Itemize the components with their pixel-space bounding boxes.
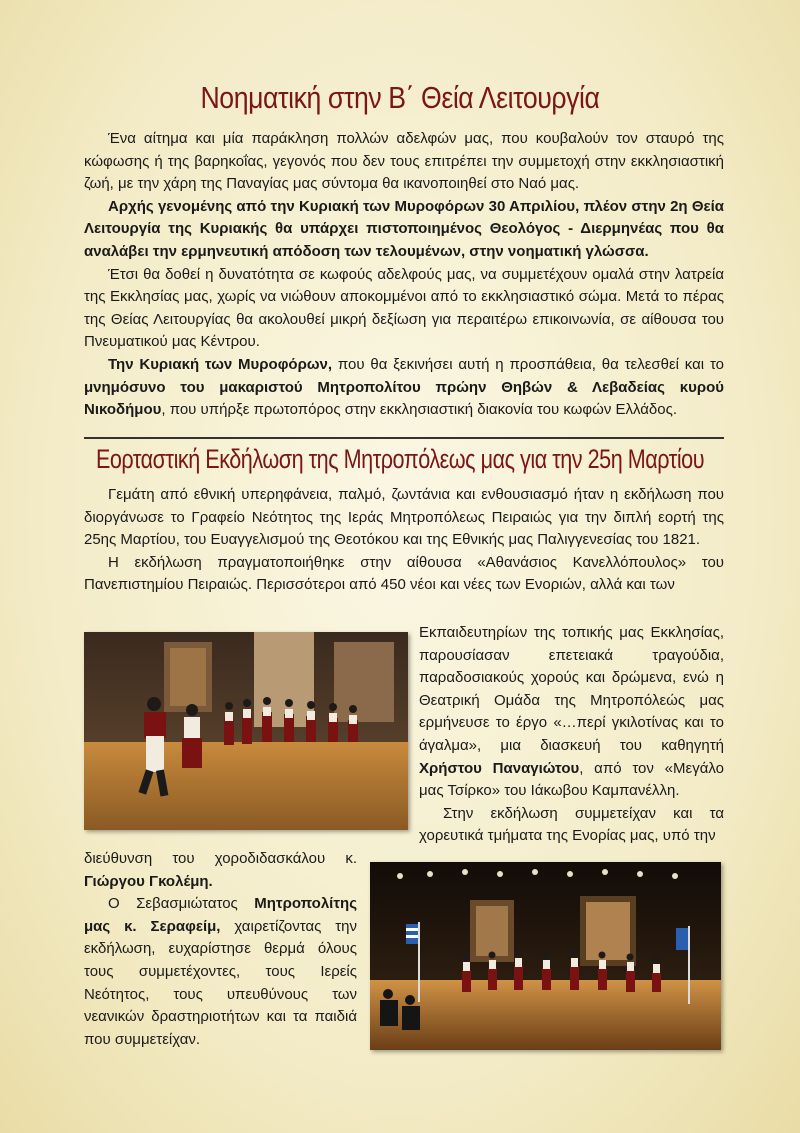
dance-photo-1 xyxy=(84,632,408,830)
section2-title: Εορταστική Εκδήλωση της Μητροπόλεως μας για την 25η Μαρτίου xyxy=(95,444,705,474)
section2-intro xyxy=(84,484,724,597)
section1-bold-memorial: μνημόσυνο του μακαριστού Μητροπολίτου πρώην Θηβών & Λεβαδείας κυρού Νικοδήμου xyxy=(84,378,724,419)
section1-bold-announcement: Αρχής γενομένης από την Κυριακή των Μυροφόρων 30 Απριλίου, πλέον στην 2η Θεία Λειτουργία της Κυριακής θα υπάρχει πιστοποιημένος Θεολόγος - Διερμηνέας που θα αναλάβει την ερμηνευτική απόδοση των τελουμένων, στην νοηματική γλώσσα. xyxy=(84,197,724,260)
section2-text-2c: , από τον «Μεγάλο μας Τσίρκο» του Ιάκωβου Καμπανέλλη. xyxy=(419,759,724,800)
section1-paragraph-1: Ένα αίτημα και μία παράκληση πολλών αδελφών μας, που κουβαλούν τον σταυρό της κώφωσης ή της βαρηκοΐας, γεγονός που δεν τους επιτρέπει την συμμετοχή στην εκκλησιαστική ζωή, με την χάρη της Παναγίας μας σύντομα θα ικανοποιηθεί στο Ναό μας. xyxy=(84,130,724,193)
section1-text-a: που θα ξεκινήσει αυτή η προσπάθεια, θα τελεσθεί και το xyxy=(332,355,724,373)
section1-title: Νοηματική στην Β΄ Θεία Λειτουργία xyxy=(200,80,600,115)
section2-paragraph-3a: Στην εκδήλωση συμμετείχαν και τα χορευτικά τμήματα της Ενορίας μας, υπό την xyxy=(419,804,724,845)
dance-photo-1-image xyxy=(84,632,408,830)
dance-photo-2 xyxy=(370,862,721,1050)
section2-text-2b: Εκπαιδευτηρίων της τοπικής μας Εκκλησίας, παρουσίασαν επετειακά τραγούδια, παραδοσιακούς χορούς και δρώμενα, ενώ η Θεατρική Ομάδα της Μητροπόλεώς μας ερμήνευσε το έργο «…περί γκιλοτίνας και το άγαλμα», μια διασκευή του καθηγητή xyxy=(419,624,724,754)
section2-bold-metropolitan: Μητροπολίτης μας κ. Σεραφείμ, xyxy=(84,895,357,935)
section2-text-4a: Ο Σεβασμιώτατος xyxy=(108,895,255,913)
section2-right-column xyxy=(419,622,724,848)
section1-paragraph-3: Έτσι θα δοθεί η δυνατότητα σε κωφούς αδελφούς μας, να συμμετέχουν ομαλά στην λατρεία της Εκκλησίας μας, χωρίς να νιώθουν αποκομμένοι από το εκκλησιαστικό σώμα. Μετά το πέρας της Θείας Λειτουργίας θα ακολουθεί μικρή δεξίωση για περαιτέρω επικοινωνία, σε αίθουσα του Πνευματικού μας Κέντρου. xyxy=(84,265,724,351)
section1-paragraph-2 xyxy=(84,196,724,264)
section1-body xyxy=(84,128,724,422)
section2-paragraph-1: Γεμάτη από εθνική υπερηφάνεια, παλμό, ζωντάνια και ενθουσιασμό ήταν η εκδήλωση που διοργάνωσε το Γραφείο Νεότητος της Ιεράς Μητροπόλεως Πειραιώς για την διπλή εορτή της 25ης Μαρτίου, του Ευαγγελισμού της Θεοτόκου και της Εθνικής μας Παλιγγενεσίας του 1821. xyxy=(84,486,724,549)
dance-photo-2-image xyxy=(370,862,721,1050)
section2-text-3b: διεύθυνση του χοροδιδασκάλου κ. xyxy=(84,850,357,867)
section2-paragraph-4 xyxy=(84,893,357,1051)
section1-text-b: , που υπήρξε πρωτοπόρος στην εκκλησιαστική διακονία του κωφών Ελλάδος. xyxy=(161,401,678,419)
section2-bold-author: Χρήστου Παναγιώτου xyxy=(419,759,580,777)
section2-paragraph-2b xyxy=(419,622,724,803)
section2-left-column xyxy=(84,848,357,1051)
section2-text-4b: χαιρετίζοντας την εκδήλωση, ευχαρίστησε θερμά όλους τους συμμετέχοντες, τους Ιερείς Νεότητος, τους υπευθύνους των νεανικών δραστηριοτήτων και τα παιδιά που συμμετείχαν. xyxy=(84,917,357,1048)
section2-paragraph-2a: Η εκδήλωση πραγματοποιήθηκε στην αίθουσα «Αθανάσιος Κανελλόπουλος» του Πανεπιστημίου Πειραιώς. Περισσότεροι από 450 νέοι και νέες των Ενοριών, αλλά και των xyxy=(84,553,724,594)
section2-paragraph-3b xyxy=(84,848,357,893)
section-divider xyxy=(84,437,724,439)
section1-bold-sunday: Την Κυριακή των Μυροφόρων, xyxy=(108,355,333,373)
section2-bold-teacher: Γιώργου Γκολέμη. xyxy=(84,872,213,890)
section1-paragraph-4 xyxy=(84,354,724,422)
